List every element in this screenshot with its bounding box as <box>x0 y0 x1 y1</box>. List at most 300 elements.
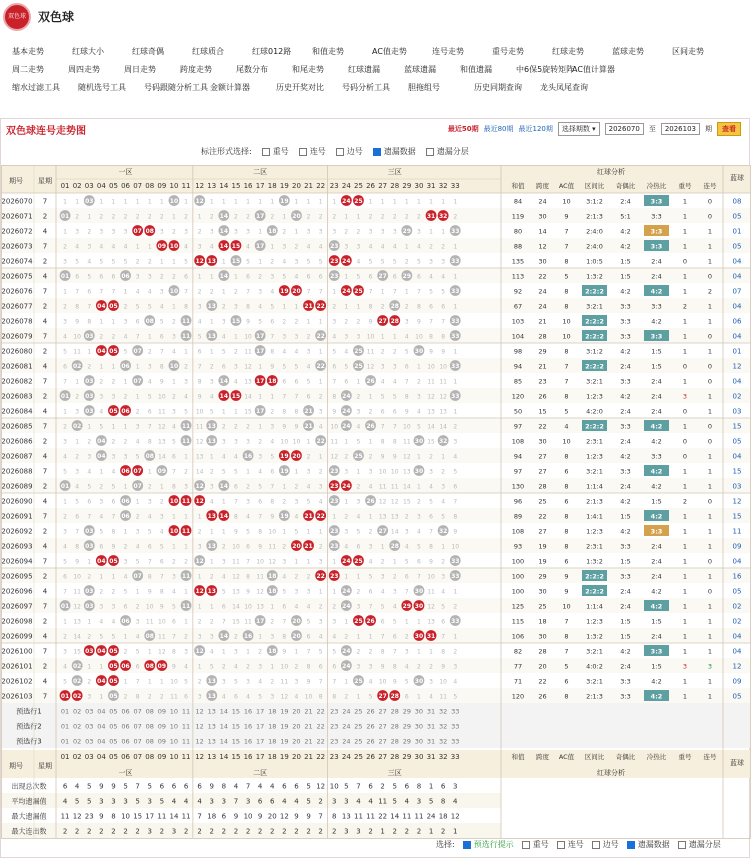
omission-value: 4 <box>417 528 421 536</box>
omission-value: 2 <box>417 663 421 671</box>
analysis-cell: 1:3:2 <box>586 632 603 641</box>
omission-value: 1 <box>344 678 349 686</box>
omission-value: 1 <box>392 198 397 206</box>
analysis-cell: 24 <box>538 302 547 311</box>
omission-value: 1 <box>147 468 152 476</box>
omission-value: 1 <box>147 678 152 686</box>
omission-value: 4 <box>392 243 397 251</box>
blue-ball-cell: 04 <box>732 452 742 461</box>
omission-value: 1 <box>87 663 92 671</box>
stats-value: 6 <box>62 782 68 791</box>
nav-link[interactable]: 历史开奖对比 <box>276 82 324 92</box>
nav-link[interactable]: 周四走势 <box>68 64 100 74</box>
omission-value: 3 <box>147 273 152 281</box>
omission-value: 6 <box>159 333 164 341</box>
analysis-cell: 1 <box>682 197 688 206</box>
analysis-cell: 2 <box>682 497 688 506</box>
omission-value: 9 <box>429 558 433 566</box>
analysis-cell: 100 <box>511 572 525 581</box>
red-ball-number: 03 <box>85 408 94 416</box>
number-footer-header: 26 <box>366 753 376 761</box>
red-ball-number: 05 <box>109 408 118 416</box>
checkbox-icon[interactable] <box>678 841 686 849</box>
omission-value: 15 <box>427 438 435 446</box>
omission-value: 4 <box>135 288 140 296</box>
omission-value: 2 <box>197 528 202 536</box>
red-ball-number: 11 <box>181 603 191 611</box>
analysis-cell: 98 <box>513 347 523 356</box>
nav-link[interactable]: 红球质合 <box>192 46 224 56</box>
omission-value: 3 <box>318 408 323 416</box>
number-footer-header: 06 <box>121 753 131 761</box>
omission-value: 7 <box>282 618 287 626</box>
omission-value: 9 <box>441 663 446 671</box>
analysis-cell: 1:2:3 <box>586 392 603 401</box>
preselect-number: 22 <box>316 737 325 746</box>
query-button[interactable]: 查看 <box>717 122 741 136</box>
omission-value: 4 <box>306 603 311 611</box>
analysis-cell: 120 <box>511 692 525 701</box>
omission-value: 3 <box>270 693 275 701</box>
recent-50-link[interactable]: 最近50期 <box>447 125 479 133</box>
nav-link[interactable]: 龙头凤尾查询 <box>540 82 588 92</box>
omission-value: 7 <box>441 633 446 641</box>
omission-value: 11 <box>390 483 399 491</box>
omission-value: 3 <box>380 228 385 236</box>
number-header: 17 <box>255 182 265 190</box>
omission-value: 5 <box>172 438 176 446</box>
analysis-cell: 15 <box>538 407 547 416</box>
analysis-cell: 8 <box>564 257 569 266</box>
omission-value: 15 <box>73 648 81 656</box>
nav-link[interactable]: 红球012路 <box>252 46 292 56</box>
omission-value: 3 <box>258 663 263 671</box>
nav-link[interactable]: 红球走势 <box>552 46 584 56</box>
legend-option[interactable] <box>592 839 619 850</box>
omission-value: 1 <box>234 408 238 416</box>
preselect-number: 03 <box>85 737 94 746</box>
omission-value: 4 <box>221 573 226 581</box>
red-ball-number: 22 <box>316 303 325 311</box>
preselect-number: 29 <box>402 722 411 731</box>
omission-value: 2 <box>453 648 458 656</box>
nav-link[interactable]: 重号走势 <box>492 46 524 56</box>
legend-option[interactable] <box>627 839 670 850</box>
omission-value: 3 <box>392 228 397 236</box>
stats-value: 2 <box>380 782 385 791</box>
omission-value: 5 <box>135 303 140 311</box>
omission-value: 3 <box>294 588 299 596</box>
omission-value: 11 <box>256 573 264 581</box>
red-ball-number: 33 <box>451 333 460 341</box>
analysis-cell: 3:2:1 <box>586 677 603 686</box>
omission-value: 3 <box>318 483 323 491</box>
stats-value: 9 <box>306 812 311 821</box>
nav-link[interactable]: 胆拖组号 <box>408 82 440 92</box>
omission-value: 2 <box>221 303 226 311</box>
stats-value: 2 <box>257 827 263 836</box>
to-issue-input[interactable]: 2026103 <box>661 123 700 135</box>
omission-value: 5 <box>221 468 226 476</box>
red-ball-number: 17 <box>255 213 265 221</box>
analysis-footer-col: 奇偶比 <box>615 753 636 761</box>
omission-value: 2 <box>318 543 323 551</box>
analysis-cell: 1:5 <box>651 617 662 626</box>
omission-value: 11 <box>170 693 178 701</box>
analysis-cell: 89 <box>513 512 523 521</box>
omission-value: 2 <box>135 408 140 416</box>
red-ball-number: 20 <box>292 543 301 551</box>
omission-value: 3 <box>172 573 176 581</box>
omission-value: 11 <box>73 588 81 596</box>
omission-value: 10 <box>292 438 301 446</box>
app-logo[interactable]: 双色球 <box>3 3 31 31</box>
stats-value: 5 <box>87 797 92 806</box>
nav-link[interactable]: 随机选号工具 <box>78 82 126 92</box>
analysis-cell: 3:3 <box>620 302 631 311</box>
omission-value: 1 <box>441 228 446 236</box>
omission-value: 3 <box>234 363 238 371</box>
omission-value: 8 <box>246 303 250 311</box>
analysis-cell: 0 <box>707 497 713 506</box>
checkbox-icon[interactable] <box>522 841 530 849</box>
omission-value: 4 <box>404 543 409 551</box>
omission-value: 2 <box>234 348 238 356</box>
analysis-cell: 1:3:2 <box>586 272 603 281</box>
preselect-number: 22 <box>316 707 325 716</box>
omission-value: 2 <box>318 603 323 611</box>
recent-120-link[interactable]: 最近120期 <box>518 125 553 133</box>
nav-link[interactable]: 中6保5旋转矩阵 <box>516 64 575 74</box>
recent-80-link[interactable]: 最近80期 <box>483 125 514 133</box>
analysis-cell: 7 <box>564 362 569 371</box>
checkbox-icon[interactable] <box>299 148 307 156</box>
omission-value: 7 <box>159 573 164 581</box>
checkbox-icon[interactable] <box>262 148 270 156</box>
analysis-cell: 27 <box>538 527 547 536</box>
legend-option[interactable] <box>463 839 514 850</box>
checkbox-icon[interactable] <box>336 148 344 156</box>
omission-value: 2 <box>270 678 275 686</box>
preselect-number: 20 <box>292 722 301 731</box>
analysis-cell: 1:2:3 <box>586 617 603 626</box>
omission-value: 1 <box>87 348 92 356</box>
preselect-number: 14 <box>219 737 228 746</box>
red-ball-number: 05 <box>109 348 118 356</box>
omission-value: 5 <box>147 393 152 401</box>
mark-option[interactable] <box>299 146 326 157</box>
nav-link[interactable]: 跨度走势 <box>180 64 212 74</box>
omission-value: 7 <box>75 288 80 296</box>
omission-value: 6 <box>99 543 104 551</box>
issue-cell: 2026085 <box>1 422 33 431</box>
nav-link[interactable]: 周日走势 <box>124 64 156 74</box>
omission-value: 6 <box>234 483 238 491</box>
nav-link[interactable]: 号码跟随分析工具 <box>144 82 208 92</box>
blue-ball-cell: 03 <box>732 407 742 416</box>
red-ball-number: 02 <box>72 363 82 371</box>
checkbox-icon[interactable] <box>463 841 471 849</box>
omission-value: 3 <box>294 498 299 506</box>
omission-value: 14 <box>244 393 252 401</box>
analysis-cell: 4:2 <box>620 227 631 236</box>
week-cell: 7 <box>42 332 48 341</box>
number-header: 05 <box>108 182 118 190</box>
omission-value: 3 <box>318 228 323 236</box>
nav-link[interactable]: 蓝球遗漏 <box>404 64 436 74</box>
analysis-cell: 1 <box>682 647 688 656</box>
omission-value: 6 <box>111 498 116 506</box>
omission-value: 6 <box>404 363 409 371</box>
analysis-cell: 30 <box>538 212 547 221</box>
analysis-cell: 0 <box>707 212 713 221</box>
red-ball-number: 06 <box>121 273 130 281</box>
omission-value: 5 <box>294 528 299 536</box>
omission-value: 4 <box>441 498 446 506</box>
week-cell: 2 <box>42 662 48 671</box>
omission-value: 4 <box>392 603 397 611</box>
omission-value: 5 <box>221 588 226 596</box>
number-header: 16 <box>243 182 253 190</box>
omission-value: 1 <box>270 393 275 401</box>
red-ball-number: 33 <box>451 558 460 566</box>
omission-value: 1 <box>87 213 92 221</box>
omission-value: 4 <box>429 693 433 701</box>
mark-option[interactable] <box>262 146 289 157</box>
nav-link[interactable]: 历史同期查询 <box>474 82 522 92</box>
omission-value: 6 <box>392 633 397 641</box>
analysis-cell: 3:2:1 <box>586 467 603 476</box>
omission-value: 4 <box>246 513 250 521</box>
mark-option[interactable] <box>426 146 469 157</box>
stats-value: 3 <box>171 827 177 836</box>
nav-link[interactable]: 号码分析工具 <box>342 82 390 92</box>
omission-value: 2 <box>270 618 275 626</box>
number-header: 23 <box>329 182 339 190</box>
omission-value: 1 <box>380 333 385 341</box>
red-ball-number: 24 <box>342 663 351 671</box>
omission-value: 2 <box>392 348 397 356</box>
omission-value: 7 <box>184 288 188 296</box>
mark-option[interactable] <box>373 146 416 157</box>
stats-value: 3 <box>123 797 128 806</box>
stats-value: 8 <box>221 782 227 791</box>
stats-value: 4 <box>294 797 299 806</box>
omission-value: 4 <box>306 243 311 251</box>
omission-value: 2 <box>282 228 287 236</box>
omission-value: 10 <box>378 678 387 686</box>
nav-link[interactable]: 红球大小 <box>72 46 104 56</box>
analysis-cell: 10 <box>562 317 571 326</box>
omission-value: 1 <box>453 243 458 251</box>
nav-link[interactable]: 红球奇偶 <box>132 46 164 56</box>
issue-cell: 2026091 <box>1 512 33 521</box>
nav-link[interactable]: 尾数分布 <box>236 64 268 74</box>
nav-row <box>0 78 754 96</box>
mark-options <box>201 146 469 157</box>
checkbox-icon[interactable] <box>592 841 600 849</box>
omission-value: 3 <box>404 528 409 536</box>
nav-link[interactable]: 蓝球走势 <box>612 46 644 56</box>
analysis-cell: 25 <box>538 497 547 506</box>
red-ball-number: 13 <box>207 423 216 431</box>
analysis-cell: 3:3 <box>650 647 663 656</box>
omission-value: 2 <box>135 213 140 221</box>
analysis-cell: 3:2:1 <box>586 302 603 311</box>
analysis-cell: 2:4 <box>620 587 631 596</box>
omission-value: 1 <box>404 618 409 626</box>
omission-value: 1 <box>258 363 263 371</box>
omission-value: 7 <box>111 288 116 296</box>
omission-value: 1 <box>197 573 202 581</box>
omission-value: 1 <box>99 573 104 581</box>
red-ball-number: 05 <box>109 648 118 656</box>
week-cell: 2 <box>42 527 48 536</box>
omission-value: 7 <box>392 288 397 296</box>
number-header: 19 <box>279 182 289 190</box>
stats-label: 最大遗漏值 <box>11 812 47 821</box>
red-ball-number: 05 <box>109 303 118 311</box>
omission-value: 2 <box>111 378 116 386</box>
omission-value: 4 <box>392 378 397 386</box>
omission-value: 1 <box>63 498 67 506</box>
nav-link[interactable]: 基本走势 <box>12 46 44 56</box>
omission-value: 6 <box>184 693 188 701</box>
stats-value: 3 <box>147 797 152 806</box>
omission-value: 8 <box>270 348 275 356</box>
stats-value: 2 <box>306 827 311 836</box>
legend-option[interactable] <box>678 839 721 850</box>
omission-value: 15 <box>244 408 252 416</box>
mark-options-label: 标注形式选择: <box>201 147 252 156</box>
analysis-cell: 2:3:1 <box>586 542 603 551</box>
omission-value: 10 <box>427 363 435 371</box>
stats-value: 22 <box>378 812 388 821</box>
analysis-cell: 6 <box>564 497 569 506</box>
preselect-number: 12 <box>195 737 204 746</box>
omission-value: 3 <box>392 363 397 371</box>
stats-value: 11 <box>60 812 70 821</box>
omission-value: 2 <box>221 423 226 431</box>
omission-value: 5 <box>172 603 176 611</box>
nav-link[interactable]: 和值走势 <box>312 46 344 56</box>
analysis-cell: 1:5 <box>620 257 631 266</box>
omission-value: 6 <box>344 378 349 386</box>
analysis-cell: 1 <box>682 527 688 536</box>
analysis-cell: 0 <box>682 452 688 461</box>
omission-value: 4 <box>99 408 104 416</box>
stats-value: 14 <box>390 812 400 821</box>
number-header: 20 <box>291 182 301 190</box>
checkbox-icon[interactable] <box>627 841 635 849</box>
preselect-number: 11 <box>181 737 191 746</box>
omission-value: 10 <box>366 333 375 341</box>
stats-value: 11 <box>378 797 388 806</box>
omission-value: 7 <box>417 573 421 581</box>
omission-value: 3 <box>111 453 116 461</box>
preselect-number: 30 <box>414 722 424 731</box>
mark-option[interactable] <box>336 146 363 157</box>
preselect-number: 28 <box>390 737 399 746</box>
analysis-cell: 1 <box>707 572 713 581</box>
nav-link[interactable]: AC值计算器 <box>572 64 615 74</box>
nav-link[interactable]: 周二走势 <box>12 64 44 74</box>
omission-value: 8 <box>172 483 176 491</box>
week-cell: 2 <box>42 257 48 266</box>
omission-value: 3 <box>221 678 226 686</box>
nav-link[interactable]: 红球遗漏 <box>348 64 380 74</box>
nav-link[interactable]: 缩水过滤工具 <box>12 82 60 92</box>
red-ball-number: 26 <box>366 498 375 506</box>
omission-value: 5 <box>99 423 104 431</box>
nav-link[interactable]: 和值遗漏 <box>460 64 492 74</box>
checkbox-icon[interactable] <box>426 148 434 156</box>
checkbox-icon[interactable] <box>557 841 565 849</box>
omission-value: 9 <box>270 363 275 371</box>
analysis-cell: 119 <box>511 212 525 221</box>
omission-value: 11 <box>403 438 411 446</box>
nav-link[interactable]: 和尾走势 <box>292 64 324 74</box>
analysis-cell: 1 <box>682 557 688 566</box>
blue-header: 蓝球 <box>730 174 744 182</box>
omission-value: 2 <box>344 318 349 326</box>
omission-value: 9 <box>159 378 164 386</box>
red-ball-number: 11 <box>181 498 191 506</box>
red-ball-number: 23 <box>330 258 339 266</box>
nav-link[interactable]: 金额计算器 <box>210 82 250 92</box>
analysis-cell: 7 <box>564 242 569 251</box>
omission-value: 6 <box>234 693 238 701</box>
from-issue-input[interactable]: 2026070 <box>605 123 644 135</box>
omission-value: 1 <box>209 348 214 356</box>
analysis-cell: 2:2:2 <box>585 587 604 596</box>
omission-value: 9 <box>453 528 458 536</box>
analysis-cell: 4:2 <box>620 647 631 656</box>
nav-link[interactable]: 连号走势 <box>432 46 464 56</box>
omission-value: 6 <box>87 498 92 506</box>
period-select[interactable] <box>558 122 600 136</box>
omission-value: 7 <box>234 498 238 506</box>
number-footer-header: 03 <box>84 753 94 761</box>
legend-option[interactable] <box>557 839 584 850</box>
omission-value: 2 <box>441 468 446 476</box>
omission-value: 3 <box>221 438 226 446</box>
omission-value: 3 <box>332 318 337 326</box>
omission-value: 5 <box>344 363 349 371</box>
omission-value: 1 <box>197 603 202 611</box>
stats-label: 出现总次数 <box>11 782 47 791</box>
omission-value: 12 <box>427 603 435 611</box>
omission-value: 4 <box>344 543 349 551</box>
preselect-number: 05 <box>109 707 118 716</box>
omission-value: 5 <box>258 318 263 326</box>
legend-option[interactable] <box>522 839 549 850</box>
issue-cell: 2026077 <box>1 302 33 311</box>
checkbox-icon[interactable] <box>373 148 381 156</box>
omission-value: 4 <box>87 468 92 476</box>
analysis-cell: 92 <box>513 287 523 296</box>
stats-value: 2 <box>123 827 128 836</box>
analysis-cell: 8 <box>564 512 569 521</box>
analysis-cell: 2:4 <box>651 392 662 401</box>
omission-value: 1 <box>209 558 214 566</box>
red-ball-number: 33 <box>451 228 460 236</box>
nav-link[interactable]: 区间走势 <box>672 46 704 56</box>
omission-value: 2 <box>87 633 92 641</box>
omission-value: 5 <box>392 258 397 266</box>
omission-value: 1 <box>282 213 287 221</box>
nav-link[interactable]: AC值走势 <box>372 46 407 56</box>
